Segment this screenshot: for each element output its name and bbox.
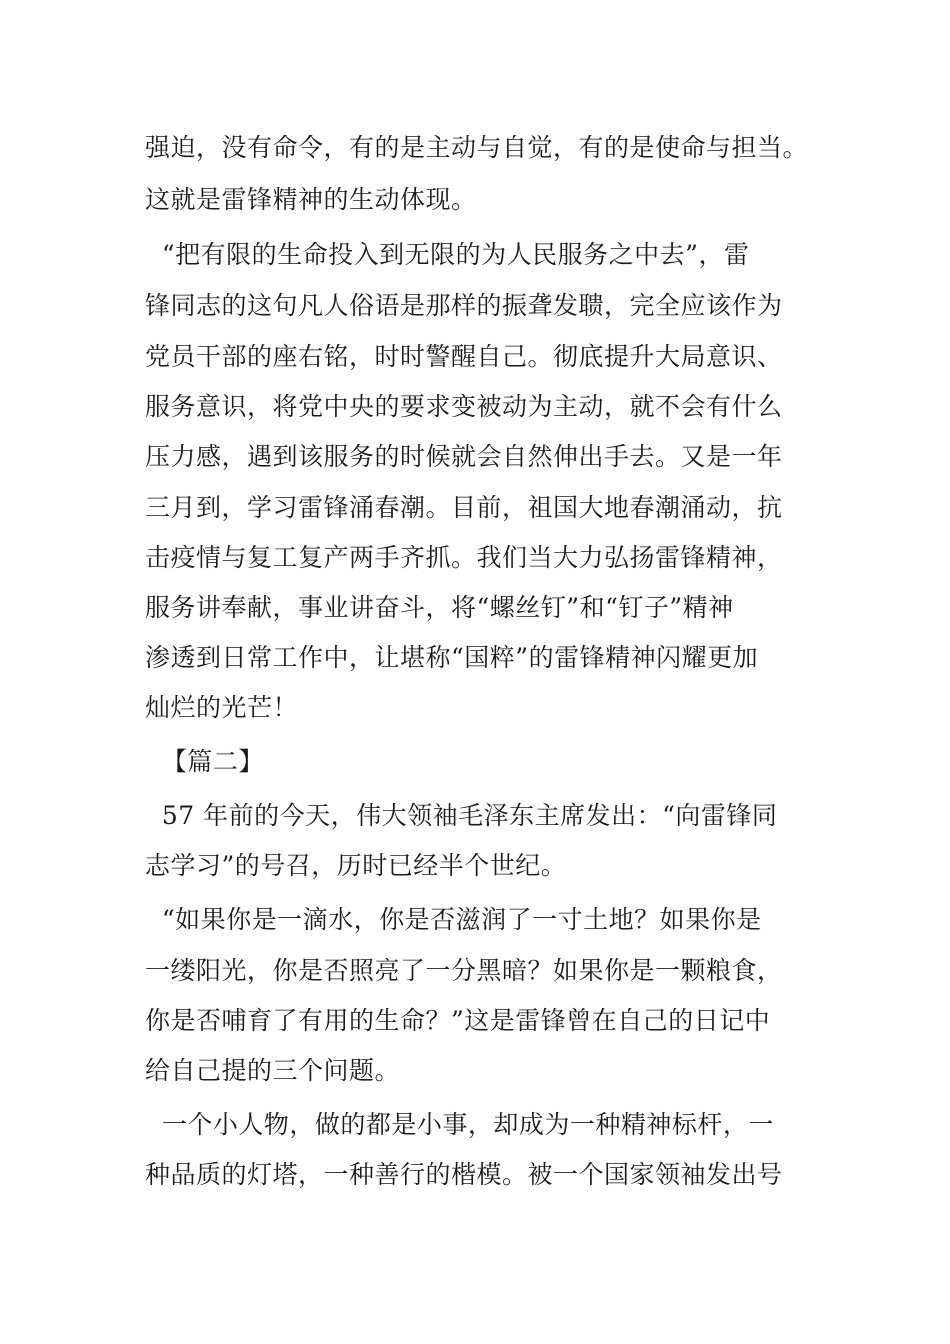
- text-line: 压力感，遇到该服务的时候就会自然伸出手去。又是一年: [145, 442, 783, 471]
- text-line: 志学习”的号召，历时已经半个世纪。: [145, 851, 567, 880]
- text-line: “如果你是一滴水，你是否滋润了一寸土地？如果你是: [145, 905, 762, 934]
- text-line: 灿烂的光芒！: [145, 693, 299, 722]
- text-line: 强迫，没有命令，有的是主动与自觉，有的是使命与担当。: [145, 133, 809, 162]
- text-line: 渗透到日常工作中，让堪称“国粹”的雷锋精神闪耀更加: [145, 643, 759, 672]
- section-heading: 【篇二】: [145, 747, 264, 776]
- text-line: “把有限的生命投入到无限的为人民服务之中去”，雷: [145, 240, 750, 269]
- text-line: 服务意识，将党中央的要求变被动为主动，就不会有什么: [145, 392, 783, 421]
- text-line: 一个小人物，做的都是小事，却成为一种精神标杆，一: [145, 1110, 774, 1139]
- text-line: 三月到，学习雷锋涌春潮。目前，祖国大地春潮涌动，抗: [145, 493, 783, 522]
- text-line: 击疫情与复工复产两手齐抓。我们当大力弘扬雷锋精神，: [145, 543, 783, 572]
- text-line: 给自己提的三个问题。: [145, 1056, 401, 1085]
- text-line: 服务讲奉献，事业讲奋斗，将“螺丝钉”和“钉子”精神: [145, 593, 734, 622]
- text-line: 种品质的灯塔，一种善行的楷模。被一个国家领袖发出号: [145, 1160, 783, 1189]
- text-line: 一缕阳光，你是否照亮了一分黑暗？如果你是一颗粮食，: [145, 956, 783, 985]
- text-line: 这就是雷锋精神的生动体现。: [145, 185, 477, 214]
- text-line: 57 年前的今天，伟大领袖毛泽东主席发出：“向雷锋同: [145, 801, 778, 830]
- text-line: 你是否哺育了有用的生命？”这是雷锋曾在自己的日记中: [145, 1006, 771, 1035]
- text-line: 锋同志的这句凡人俗语是那样的振聋发聩，完全应该作为: [145, 291, 783, 320]
- text-line: 党员干部的座右铭，时时警醒自己。彻底提升大局意识、: [145, 342, 783, 371]
